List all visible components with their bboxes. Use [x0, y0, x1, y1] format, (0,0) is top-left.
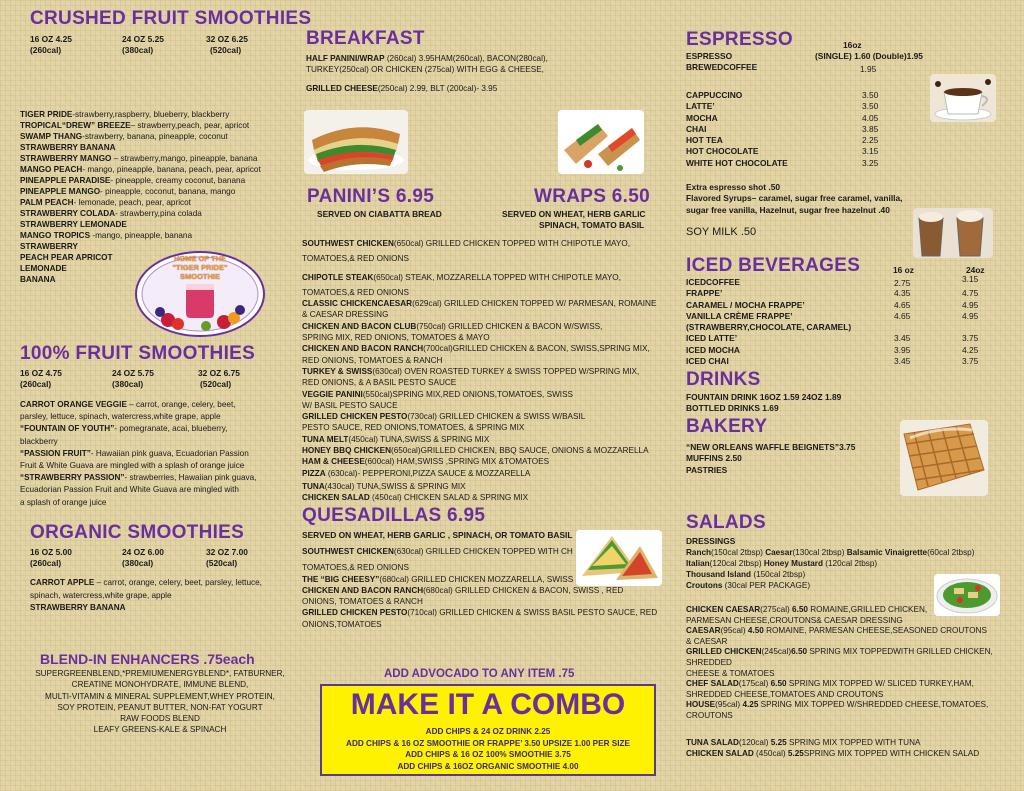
- espresso-extras: [686, 182, 902, 216]
- cal-24: (380cal): [122, 45, 154, 55]
- menu-text: GRILLED CHICKEN: [686, 647, 762, 657]
- menu-text: Flavored Syrups– caramel, sugar free caramel, vanilla,: [686, 193, 903, 204]
- menu-text: (120cal): [738, 738, 771, 747]
- size-24: 24 OZ 5.25: [122, 34, 164, 44]
- menu-text: 3.45: [894, 356, 911, 367]
- quesadillas-sub: SERVED ON WHEAT, HERB GARLIC , SPINACH, OR TOMATO BASIL: [302, 530, 573, 540]
- menu-text: spinach, watercress,white grape, apple: [30, 590, 172, 600]
- menu-text: ICED CHAI: [686, 356, 729, 367]
- menu-text: -strawberry,raspberry, blueberry, blackberry: [72, 110, 230, 119]
- menu-text: sugar free vanilla, Hazelnut, sugar free hazelnut .40: [686, 204, 890, 215]
- menu-text: (95cal): [720, 626, 748, 636]
- menu-text: 32 OZ 6.75: [198, 368, 240, 378]
- menu-text: 24 OZ 6.00: [122, 547, 164, 557]
- menu-text: (250cal) 2.99, BLT (200cal)- 3.95: [377, 84, 498, 93]
- menu-text: TUNA SALAD: [686, 738, 739, 747]
- menu-text: - strawberries, Hawaiian pink guava,: [124, 473, 257, 483]
- menu-text: 4.75: [962, 288, 979, 299]
- menu-text: HOUSE: [686, 700, 716, 710]
- cal-32: (520cal): [210, 45, 242, 55]
- menu-text: SPRING MIX TOPPED WITH TUNA: [786, 738, 921, 747]
- smoothie-item: [20, 153, 300, 164]
- menu-text: HOT TEA: [686, 135, 723, 146]
- menu-text: 2.75: [894, 278, 911, 288]
- panini-photo: [304, 110, 408, 174]
- tiger-pride-logo: [134, 250, 266, 338]
- avocado-note: ADD ADVOCADO TO ANY ITEM .75: [384, 668, 575, 680]
- menu-text: CHEF SALAD: [686, 679, 739, 689]
- wrap-photo: [558, 110, 644, 174]
- menu-text: 32 OZ 7.00: [206, 547, 248, 557]
- menu-text: 3.50: [862, 101, 879, 112]
- menu-text: ONIONS,TOMATOES: [302, 619, 382, 629]
- menu-text: LEAFY GREENS-KALE & SPINACH: [93, 725, 227, 735]
- menu-text: CAESAR: [686, 626, 721, 636]
- menu-text: STRAWBERRY: [20, 242, 78, 251]
- menu-text: SOUTHWEST CHICKEN: [302, 547, 394, 556]
- menu-text: 3.25: [862, 157, 879, 168]
- menu-text: - strawberry,pina colada: [115, 209, 202, 218]
- menu-text: 6.50: [792, 605, 808, 614]
- menu-text: 3.45: [894, 333, 911, 344]
- menu-text: CHICKEN AND BACON RANCH: [302, 585, 424, 595]
- menu-text: TOMATOES,& RED ONIONS: [302, 287, 409, 297]
- drinks-list: [686, 392, 841, 415]
- breakfast-title: BREAKFAST: [306, 28, 425, 49]
- menu-text: – strawberry,peach, pear, apricot: [130, 121, 250, 130]
- menu-text: HOT CHOCOLATE: [686, 146, 759, 157]
- menu-text: 6.50: [770, 679, 787, 689]
- menu-text: (450cal) TUNA,SWISS & SPRING MIX: [348, 434, 490, 444]
- menu-text: VANILLA CRÈME FRAPPE’: [686, 310, 793, 321]
- smoothie-item: [20, 186, 300, 197]
- menu-text: TURKEY & SWISS: [302, 366, 373, 376]
- menu-text: SPRING MIX TOPPEDWITH GRILLED CHICKEN,: [807, 647, 993, 657]
- menu-text: 6.50: [791, 647, 808, 657]
- menu-text: STRAWBERRY LEMONADE: [20, 220, 127, 229]
- menu-text: TURKEY(250cal) OR CHICKEN (275cal) WITH EGG & CHEESE,: [306, 65, 544, 74]
- menu-text: STRAWBERRY MANGO: [20, 154, 112, 163]
- panini-sub: SERVED ON CIABATTA BREAD: [317, 209, 442, 219]
- menu-text: PESTO SAUCE, RED ONIONS,TOMATOES, & SPRING MIX: [302, 423, 525, 433]
- menu-text: 3.75: [962, 356, 979, 367]
- menu-text: “FOUNTAIN OF YOUTH”: [20, 424, 115, 434]
- menu-text: SOY PROTEIN, PEANUT BUTTER, NON-FAT YOGURT: [57, 702, 263, 712]
- menu-text: ONIONS, TOMATOES & RANCH: [302, 597, 423, 607]
- espresso-price: (SINGLE) 1.60 (Double)1.95: [815, 51, 923, 61]
- fruit100-list: [20, 399, 300, 509]
- menu-text: MOCHA: [686, 112, 718, 123]
- espresso-label: ESPRESSO: [686, 51, 733, 61]
- menu-text: (650cal) GRILLED CHICKEN TOPPED WITH CHIPOTLE MAYO,: [393, 239, 631, 248]
- menu-text: (380cal): [122, 558, 154, 568]
- smoothie-item: [20, 164, 300, 175]
- menu-text: HOME OF THE: [173, 254, 227, 263]
- smoothie-item: [20, 230, 300, 241]
- menu-text: (630cal) OVEN ROASTED TURKEY & SWISS TOPPED W/SPRING MIX,: [372, 366, 640, 376]
- menu-text: MANGO PEACH: [20, 165, 83, 174]
- menu-text: & CAESAR DRESSING: [302, 310, 389, 320]
- quesadilla-photo: [576, 530, 662, 586]
- menu-text: CROUTONS: [686, 710, 733, 720]
- menu-text: Ranch: [686, 548, 712, 557]
- combo-title: MAKE IT A COMBO: [350, 688, 626, 721]
- coffee-photo: [930, 74, 996, 122]
- menu-text: ICED LATTE’: [686, 333, 738, 344]
- menu-text: STRAWBERRY COLADA: [20, 209, 116, 218]
- menu-text: CARROT ORANGE VEGGIE: [20, 400, 127, 409]
- salads-list: [686, 605, 1016, 722]
- menu-text: MULTI-VITAMIN & MINERAL SUPPLEMENT,WHEY PROTEIN,: [45, 691, 275, 701]
- menu-text: (30cal PER PACKAGE): [722, 581, 811, 590]
- menu-text: 5.25: [770, 738, 787, 747]
- menu-text: TUNA MELT: [302, 434, 349, 444]
- menu-text: GRILLED CHICKEN PESTO: [302, 608, 408, 618]
- smoothie-item: [20, 109, 300, 120]
- menu-text: PEACH PEAR APRICOT: [20, 253, 113, 262]
- menu-text: (450cal) CHICKEN SALAD & SPRING MIX: [369, 493, 529, 503]
- sandwich-list: [302, 238, 662, 504]
- menu-text: SHREDDED CHEESE,TOMATOES AND CROUTONS: [686, 689, 884, 699]
- bakery-list: [686, 442, 855, 476]
- menu-text: Caesar: [765, 548, 793, 557]
- menu-text: THE “BIG CHEESY”: [302, 574, 380, 584]
- menu-text: (520cal): [200, 379, 232, 389]
- menu-text: LEMONADE: [20, 264, 67, 273]
- menu-text: “NEW ORLEANS WAFFLE BEIGNETS”3.75: [686, 442, 856, 452]
- wraps-sub2: SPINACH, TOMATO BASIL: [539, 220, 645, 230]
- menu-text: (600cal) HAM,SWISS ,SPRING MIX &TOMATOES: [364, 457, 550, 467]
- menu-text: (730cal) GRILLED CHICKEN & SWISS W/BASIL: [407, 412, 586, 422]
- menu-text: PASTRIES: [686, 464, 728, 475]
- menu-text: blackberry: [20, 436, 58, 446]
- menu-text: 4.50: [747, 626, 764, 636]
- menu-text: HAM & CHEESE: [302, 457, 365, 467]
- menu-text: (630cal) GRILLED CHICKEN TOPPED WITH CH: [393, 547, 573, 556]
- quesadillas-title: QUESADILLAS 6.95: [302, 505, 486, 526]
- soy-milk: SOY MILK .50: [686, 226, 757, 238]
- menu-text: (175cal): [738, 679, 771, 689]
- espresso-title: ESPRESSO: [686, 29, 793, 50]
- menu-text: RAW FOODS BLEND: [120, 714, 200, 724]
- menu-text: LATTE’: [686, 101, 715, 112]
- menu-text: SPRING MIX TOPPED W/SHREDDED CHEESE,TOMATOES,: [758, 700, 989, 710]
- menu-text: (120cal 2tbsp): [709, 559, 764, 568]
- smoothie-item: [20, 175, 300, 186]
- menu-text: ROMAINE,GRILLED CHICKEN,: [807, 605, 928, 614]
- menu-text: & CAESAR: [686, 636, 728, 646]
- menu-text: 3.50: [862, 90, 879, 100]
- menu-text: (245cal): [761, 647, 792, 657]
- menu-text: BOTTLED DRINKS 1.69: [686, 403, 779, 414]
- menu-text: 1.95: [860, 64, 877, 74]
- menu-text: a splash of orange juice: [20, 497, 107, 507]
- menu-text: Ecuadorian Passion Fruit and White Guava are mingled with: [20, 485, 239, 495]
- menu-text: (275cal): [760, 605, 793, 614]
- menu-text: (430cal) TUNA,SWISS & SPRING MIX: [324, 481, 466, 491]
- menu-text: (60cal 2tbsp): [927, 548, 975, 557]
- menu-text: - lemonade, peach, pear, apricot: [73, 198, 191, 207]
- organic-list: [30, 577, 300, 615]
- menu-text: Italian: [686, 559, 710, 568]
- menu-text: (650cal) STEAK, MOZZARELLA TOPPED WITH CHIPOTLE MAYO,: [373, 272, 621, 282]
- menu-text: 4.65: [894, 310, 911, 321]
- blend-title: BLEND-IN ENHANCERS .75each: [40, 651, 255, 667]
- iced-list: [686, 274, 996, 367]
- menu-text: ROMAINE, PARMESAN CHEESE,SEASONED CROUTONS: [763, 626, 987, 636]
- menu-text: - pomegranate, acai, blueberry,: [114, 424, 228, 434]
- waffle-photo: [900, 420, 988, 496]
- smoothie-item: [20, 131, 300, 142]
- menu-text: (710cal) GRILLED CHICKEN & SWISS BASIL PESTO SAUCE, RED: [407, 608, 658, 618]
- menu-text: VEGGIE PANINI: [302, 389, 363, 399]
- tuna-chicken-salads: [686, 737, 1016, 760]
- menu-text: 3.85: [862, 123, 879, 134]
- menu-text: PINEAPPLE PARADISE: [20, 176, 111, 185]
- combo-line: ADD CHIPS & 16 OZ SMOOTHIE OR FRAPPE’ 3.50 UPSIZE 1.00 PER SIZE: [346, 738, 630, 748]
- menu-text: MUFFINS 2.50: [686, 453, 742, 464]
- blend-list: [20, 668, 300, 736]
- cal-16: (260cal): [30, 45, 62, 55]
- menu-text: 3.15: [862, 146, 879, 157]
- menu-text: “STRAWBERRY PASSION”: [20, 473, 125, 483]
- menu-text: ICED MOCHA: [686, 344, 740, 355]
- menu-text: HONEY BBQ CHICKEN: [302, 446, 392, 456]
- menu-text: SUPERGREENBLEND,*PREMIUMENERGYBLEND*, FATBURNER,: [35, 669, 285, 678]
- wraps-title: WRAPS 6.50: [534, 186, 650, 207]
- menu-text: GRILLED CHEESE: [306, 84, 378, 93]
- iced-col1: 16 oz: [893, 265, 914, 275]
- menu-text: SWAMP THANG: [20, 132, 83, 141]
- menu-text: 3.15: [962, 274, 979, 284]
- menu-text: - pineapple, coconut, banana, mango: [100, 187, 236, 196]
- dressings-list: [686, 547, 974, 591]
- menu-text: (380cal): [112, 379, 144, 389]
- menu-text: PARMESAN CHEESE,CROUTONS& CAESAR DRESSING: [686, 615, 903, 625]
- menu-text: 16 OZ 4.75: [20, 368, 62, 378]
- menu-text: 16 OZ 5.00: [30, 547, 72, 557]
- menu-text: CHICKEN AND BACON RANCH: [302, 344, 424, 354]
- smoothie-item: [20, 142, 300, 153]
- menu-text: CHICKEN SALAD: [686, 749, 754, 759]
- menu-text: SPRING MIX TOPPED W/ SLICED TURKEY,HAM,: [786, 679, 974, 689]
- menu-text: FOUNTAIN DRINK 16OZ 1.59 24OZ 1.89: [686, 392, 842, 402]
- menu-text: SPRING MIX TOPPED WITH CHICKEN SALAD: [803, 749, 980, 759]
- menu-text: SOUTHWEST CHICKEN: [302, 239, 394, 248]
- menu-text: (260cal): [30, 558, 62, 568]
- menu-text: parsley, lettuce, spinach, watercress,white grape, apple: [20, 412, 221, 422]
- smoothie-item: [20, 219, 300, 230]
- combo-line: ADD CHIPS & 16 OZ 100% SMOOTHIE 3.75: [405, 750, 571, 759]
- menu-text: W/ BASIL PESTO SAUCE: [302, 400, 398, 410]
- menu-text: (520cal): [206, 558, 238, 568]
- menu-text: GRILLED CHICKEN PESTO: [302, 412, 408, 422]
- menu-text: CHICKEN SALAD: [302, 493, 370, 503]
- menu-text: (150cal 2tbsp): [751, 570, 806, 579]
- menu-text: - Hawaiian pink guava, Ecuadorian Passion: [90, 448, 249, 458]
- menu-text: (260cal): [20, 379, 52, 389]
- size-32: 32 OZ 6.25: [206, 34, 248, 44]
- menu-text: (130cal 2tbsp): [792, 548, 847, 557]
- dressings-title: DRESSINGS: [686, 536, 736, 546]
- menu-text: – carrot, orange, celery, beet,: [126, 400, 236, 409]
- menu-text: Fruit & White Guava are mingled with a splash of orange juice: [20, 461, 245, 471]
- salads-title: SALADS: [686, 512, 766, 533]
- menu-text: (630cal)- PEPPERONI,PIZZA SAUCE & MOZZARELLA: [325, 468, 531, 478]
- menu-text: 4.25: [962, 344, 979, 355]
- menu-text: "TIGER PRIDE": [172, 263, 228, 272]
- menu-text: BREWEDCOFFEE: [686, 62, 758, 72]
- menu-text: SPRING MIX, RED ONIONS, TOMATOES & MAYO: [302, 333, 490, 343]
- menu-text: (700cal)GRILLED CHICKEN & BACON, SWISS,SPRING MIX,: [423, 344, 650, 354]
- menu-text: RED ONIONS, & A BASIL PESTO SAUCE: [302, 378, 457, 388]
- fruit100-title: 100% FRUIT SMOOTHIES: [20, 343, 256, 364]
- iced-drinks-photo: [913, 208, 993, 258]
- menu-text: (650cal)GRILLED CHICKEN, BBQ SAUCE, ONIONS & MOZZARELLA: [391, 446, 649, 456]
- menu-text: (150cal 2tbsp): [711, 548, 766, 557]
- menu-text: Balsamic Vinaigrette: [846, 548, 928, 557]
- crushed-title: CRUSHED FRUIT SMOOTHIES: [30, 8, 312, 29]
- menu-text: (120cal 2tbsp): [822, 559, 878, 568]
- menu-text: 3.75: [962, 333, 979, 344]
- menu-text: 2.25: [862, 135, 879, 146]
- wraps-sub1: SERVED ON WHEAT, HERB GARLIC: [502, 209, 646, 219]
- iced-title: ICED BEVERAGES: [686, 255, 861, 276]
- menu-text: (450cal): [753, 749, 788, 759]
- menu-text: RED ONIONS, TOMATOES & RANCH: [302, 355, 443, 365]
- menu-text: Honey Mustard: [763, 559, 823, 568]
- combo-line: ADD CHIPS & 16OZ ORGANIC SMOOTHIE 4.00: [397, 761, 579, 771]
- menu-text: -strawberry, banana, pineapple, coconut: [82, 132, 228, 141]
- menu-text: CHAI: [686, 123, 707, 134]
- panini-title: PANINI’S 6.95: [307, 186, 435, 207]
- organic-title: ORGANIC SMOOTHIES: [30, 522, 245, 543]
- menu-text: CARROT APPLE: [30, 578, 95, 587]
- espresso-list: [686, 90, 896, 169]
- menu-text: “PASSION FRUIT”: [20, 448, 91, 458]
- menu-text: (629cal) GRILLED CHICKEN TOPPED W/ PARMESAN, ROMAINE: [412, 299, 657, 309]
- menu-text: WHITE HOT CHOCOLATE: [686, 157, 788, 168]
- menu-text: – carrot, orange, celery, beet, parsley, lettuce,: [94, 578, 262, 587]
- menu-text: TROPICAL“DREW” BREEZE: [20, 121, 131, 130]
- iced-col2: 24oz: [966, 265, 985, 275]
- menu-text: - mango, pineapple, banana, peach, pear, apricot: [82, 165, 261, 174]
- menu-text: Thousand Island: [686, 570, 752, 579]
- menu-text: 4.95: [962, 310, 979, 321]
- breakfast-list: [306, 53, 626, 94]
- menu-text: CHIPOTLE STEAK: [302, 272, 374, 282]
- size-16: 16 OZ 4.25: [30, 34, 72, 44]
- menu-text: TOMATOES,& RED ONIONS: [302, 563, 409, 573]
- menu-text: CLASSIC CHICKENCAESAR: [302, 299, 413, 309]
- menu-text: 3.95: [894, 344, 911, 355]
- combo-box: [320, 684, 656, 776]
- menu-text: 4.25: [742, 700, 759, 710]
- menu-text: (680cal) GRILLED CHICKEN MOZZARELLA, SWISS: [379, 574, 574, 584]
- menu-text: 4.65: [894, 299, 911, 310]
- drinks-title: DRINKS: [686, 369, 761, 390]
- menu-text: CAPPUCCINO: [686, 90, 743, 100]
- menu-text: CHICKEN AND BACON CLUB: [302, 321, 417, 331]
- menu-text: (750cal) GRILLED CHICKEN & BACON W/SWISS,: [416, 321, 603, 331]
- menu-text: -mango, pineapple, banana: [90, 231, 193, 240]
- smoothie-item: [20, 197, 300, 208]
- menu-text: (95cal): [715, 700, 743, 710]
- menu-text: 4.35: [894, 288, 911, 299]
- menu-text: CREATINE MONOHYDRATE, IMMUNE BLEND,: [71, 680, 249, 690]
- menu-text: - pineapple, creamy coconut, banana: [110, 176, 246, 185]
- menu-text: SHREDDED: [686, 657, 732, 667]
- menu-text: TOMATOES,& RED ONIONS: [302, 254, 409, 264]
- smoothie-item: [20, 120, 300, 131]
- menu-text: (550cal)SPRING MIX,RED ONIONS,TOMATOES, SWISS: [362, 389, 573, 399]
- menu-text: SMOOTHIE: [179, 272, 220, 281]
- menu-text: (680cal) GRILLED CHICKEN & BACON, SWISS , RED: [423, 585, 624, 595]
- menu-text: STRAWBERRY BANANA: [30, 603, 126, 612]
- menu-text: PINEAPPLE MANGO: [20, 187, 101, 196]
- menu-text: MANGO TROPICS: [20, 231, 91, 240]
- menu-text: FRAPPE’: [686, 288, 723, 299]
- menu-text: TIGER PRIDE: [20, 110, 73, 119]
- menu-text: HALF PANINI/WRAP: [306, 54, 385, 63]
- menu-text: 5.25: [787, 749, 804, 759]
- menu-text: 24 OZ 5.75: [112, 368, 154, 378]
- menu-text: Croutons: [686, 581, 723, 590]
- menu-text: 4.95: [962, 299, 979, 310]
- espresso-col-16oz: 16oz: [843, 40, 862, 50]
- menu-text: BANANA: [20, 275, 56, 284]
- menu-text: PIZZA: [302, 468, 326, 478]
- menu-text: CHICKEN CAESAR: [686, 605, 761, 614]
- bakery-title: BAKERY: [686, 416, 768, 437]
- menu-text: (STRAWBERRY,CHOCOLATE, CARAMEL): [686, 322, 852, 333]
- menu-text: 4.05: [862, 112, 879, 123]
- menu-text: STRAWBERRY BANANA: [20, 143, 116, 152]
- menu-text: CHEESE & TOMATOES: [686, 668, 775, 678]
- menu-text: – strawberry,mango, pineapple, banana: [111, 154, 258, 163]
- smoothie-item: [20, 208, 300, 219]
- menu-text: CARAMEL / MOCHA FRAPPE’: [686, 299, 805, 310]
- combo-line: ADD CHIPS & 24 OZ DRINK 2.25: [425, 727, 551, 736]
- menu-text: PALM PEACH: [20, 198, 74, 207]
- menu-text: (260cal) 3.95HAM(260cal), BACON(280cal),: [384, 54, 548, 63]
- menu-text: Extra espresso shot .50: [686, 182, 781, 192]
- menu-text: ICEDCOFFEE: [686, 277, 740, 287]
- menu-text: TUNA: [302, 481, 325, 491]
